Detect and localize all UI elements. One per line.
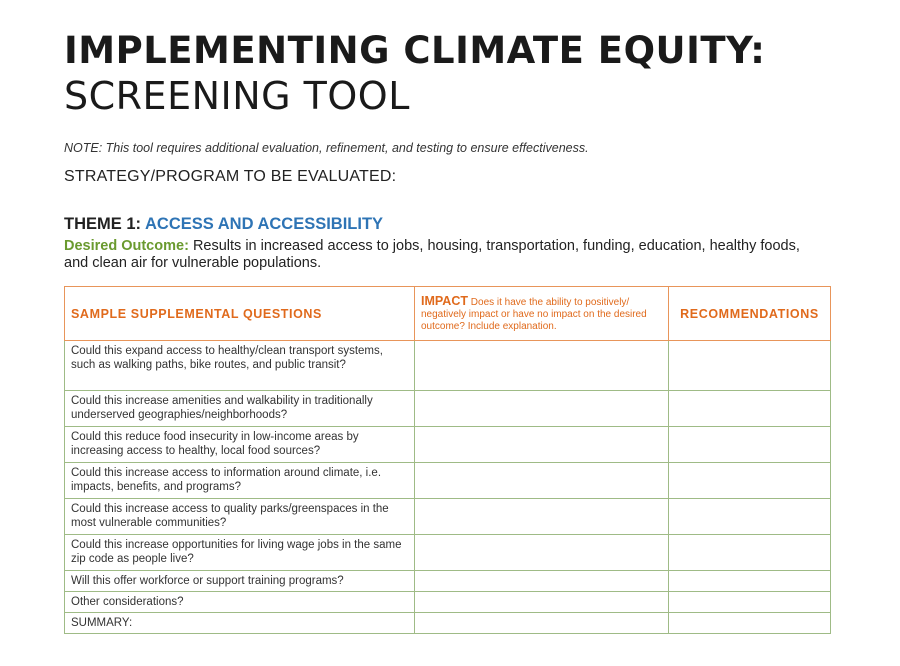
impact-cell[interactable] [415, 571, 669, 592]
impact-cell[interactable] [415, 499, 669, 535]
question-cell: Could this increase opportunities for living wage jobs in the same zip code as people live? [65, 535, 415, 571]
impact-cell[interactable] [415, 592, 669, 613]
header-impact-desc: Does it have the ability to positively/ negatively impact or have no impact on the desired outcome? Include explanation. [421, 296, 647, 332]
recommendations-cell[interactable] [669, 535, 831, 571]
table-row [65, 463, 831, 499]
header-questions: SAMPLE SUPPLEMENTAL QUESTIONS [65, 287, 415, 341]
header-impact [415, 287, 669, 341]
recommendations-cell[interactable] [669, 592, 831, 613]
impact-cell[interactable] [415, 391, 669, 427]
impact-cell[interactable] [415, 535, 669, 571]
table-row [65, 535, 831, 571]
impact-cell[interactable] [415, 341, 669, 391]
theme-name: ACCESS AND ACCESSIBILITY [145, 215, 384, 233]
recommendations-cell[interactable] [669, 391, 831, 427]
table-row [65, 571, 831, 592]
table-row [65, 592, 831, 613]
summary-impact-cell[interactable] [415, 613, 669, 634]
header-impact-title: IMPACT [421, 293, 468, 308]
question-cell: Could this increase access to quality parks/greenspaces in the most vulnerable communities? [65, 499, 415, 535]
recommendations-cell[interactable] [669, 427, 831, 463]
question-cell: Other considerations? [65, 592, 415, 613]
theme-heading [64, 215, 383, 234]
recommendations-cell[interactable] [669, 571, 831, 592]
impact-cell[interactable] [415, 463, 669, 499]
recommendations-cell[interactable] [669, 463, 831, 499]
theme-prefix: THEME 1: [64, 215, 142, 233]
summary-label-cell: SUMMARY: [65, 613, 415, 634]
question-cell: Could this reduce food insecurity in low-income areas by increasing access to healthy, local food sources? [65, 427, 415, 463]
question-cell: Could this increase access to information around climate, i.e. impacts, benefits, and programs? [65, 463, 415, 499]
question-cell: Could this increase amenities and walkability in traditionally underserved geographies/neighborhoods? [65, 391, 415, 427]
table-row [65, 427, 831, 463]
screening-table [64, 286, 831, 634]
title-main: IMPLEMENTING CLIMATE EQUITY: [64, 29, 766, 72]
desired-outcome-label: Desired Outcome: [64, 238, 189, 254]
question-cell: Could this expand access to healthy/clean transport systems, such as walking paths, bike routes, and public transit? [65, 341, 415, 391]
strategy-label: STRATEGY/PROGRAM TO BE EVALUATED: [64, 168, 397, 185]
table-row [65, 499, 831, 535]
summary-row [65, 613, 831, 634]
recommendations-cell[interactable] [669, 341, 831, 391]
impact-cell[interactable] [415, 427, 669, 463]
table-row [65, 341, 831, 391]
question-cell: Will this offer workforce or support training programs? [65, 571, 415, 592]
note-text: NOTE: This tool requires additional evaluation, refinement, and testing to ensure effectiveness. [64, 141, 589, 155]
desired-outcome-text: Results in increased access to jobs, housing, transportation, funding, education, healthy foods, and clean air for vulnerable populations. [64, 238, 800, 271]
header-recommendations: RECOMMENDATIONS [669, 287, 831, 341]
title-subtitle: SCREENING TOOL [64, 74, 410, 118]
table-header-row [65, 287, 831, 341]
desired-outcome [64, 238, 824, 272]
summary-recommendations-cell[interactable] [669, 613, 831, 634]
recommendations-cell[interactable] [669, 499, 831, 535]
table-row [65, 391, 831, 427]
